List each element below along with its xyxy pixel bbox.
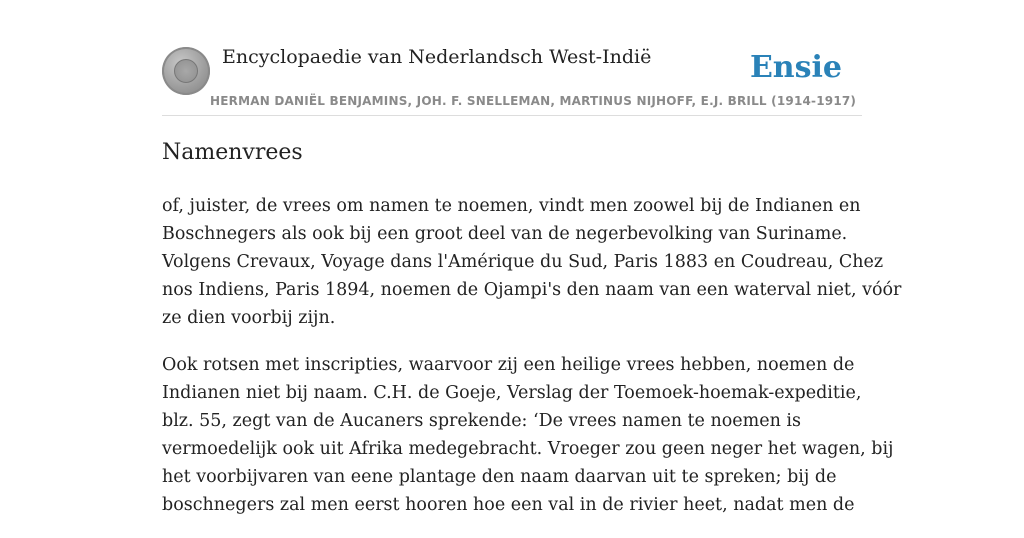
seal-emblem bbox=[174, 59, 198, 83]
text-line: Volgens Crevaux, Voyage dans l'Amérique du Sud, Paris 1883 en Coudreau, Chez bbox=[162, 252, 884, 272]
page-title: Namenvrees bbox=[162, 140, 303, 165]
text-line: ze dien voorbij zijn. bbox=[162, 308, 336, 328]
text-line: boschnegers zal men eerst hooren hoe een val in de rivier heet, nadat men de bbox=[162, 495, 855, 515]
authors-line: HERMAN DANIËL BENJAMINS, JOH. F. SNELLEMAN, MARTINUS NIJHOFF, E.J. BRILL (1914-1917) bbox=[210, 94, 857, 108]
text-line: blz. 55, zegt van de Aucaners sprekende: ‘De vrees namen te noemen is bbox=[162, 411, 802, 431]
text-line: Ook rotsen met inscripties, waarvoor zij een heilige vrees hebben, noemen de bbox=[162, 355, 855, 375]
seal-icon[interactable] bbox=[162, 47, 210, 95]
text-line: Boschnegers als ook bij een groot deel van de negerbevolking van Suriname. bbox=[162, 224, 848, 244]
article-body bbox=[162, 192, 902, 538]
brand-logo-text[interactable]: Ensie bbox=[749, 50, 842, 85]
text-line: vermoedelijk ook uit Afrika medegebracht. Vroeger zou geen neger het wagen, bij bbox=[162, 439, 894, 459]
paragraph-2 bbox=[162, 351, 894, 519]
paragraph-1 bbox=[162, 192, 902, 332]
text-line: nos Indiens, Paris 1894, noemen de Ojampi's den naam van een waterval niet, vóór bbox=[162, 280, 902, 300]
site-title[interactable]: Encyclopaedie van Nederlandsch West-Indië bbox=[222, 46, 652, 68]
text-line: of, juister, de vrees om namen te noemen, vindt men zoowel bij de Indianen en bbox=[162, 196, 861, 216]
text-line: Indianen niet bij naam. C.H. de Goeje, Verslag der Toemoek-hoemak-expeditie, bbox=[162, 383, 862, 403]
text-line: het voorbijvaren van eene plantage den naam daarvan uit te spreken; bij de bbox=[162, 467, 837, 487]
site-header bbox=[162, 44, 862, 116]
